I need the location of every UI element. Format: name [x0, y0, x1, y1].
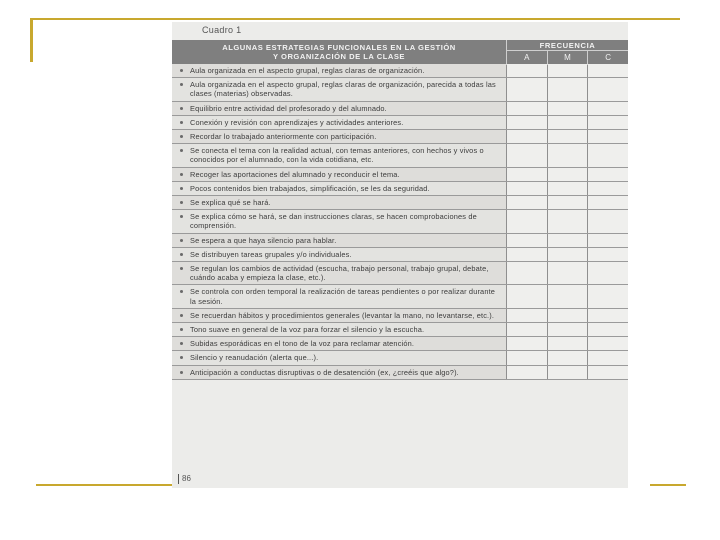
frequency-cell-a [506, 78, 547, 100]
frequency-cell-a [506, 168, 547, 181]
frequency-cell-c [587, 78, 628, 100]
strategy-label: Aula organizada en el aspecto grupal, reglas claras de organización, parecida a todas las clases (materias) observadas. [190, 80, 496, 99]
frequency-cell-m [547, 102, 588, 115]
table-row [172, 196, 628, 210]
frequency-cell-m [547, 64, 588, 77]
bullet-icon [180, 267, 183, 270]
bullet-icon [180, 371, 183, 374]
frequency-cell-a [506, 366, 547, 379]
bullet-icon [180, 69, 183, 72]
frequency-cell-c [587, 309, 628, 322]
slide-bottom-rule-right [650, 484, 686, 486]
page-number: 86 [178, 474, 191, 484]
table-body [172, 64, 628, 380]
table-row [172, 210, 628, 233]
frequency-cell-m [547, 130, 588, 143]
bullet-icon [180, 215, 183, 218]
frequency-cell-c [587, 351, 628, 364]
frequency-cell-a [506, 309, 547, 322]
table-title [172, 40, 506, 64]
bullet-icon [180, 356, 183, 359]
frequency-cell-c [587, 234, 628, 247]
frequency-cell-a [506, 116, 547, 129]
strategy-text [172, 210, 506, 232]
frequency-cell-c [587, 323, 628, 336]
table-row [172, 323, 628, 337]
bullet-icon [180, 187, 183, 190]
frequency-cell-a [506, 210, 547, 232]
strategy-text [172, 196, 506, 209]
frequency-cell-a [506, 130, 547, 143]
table-row [172, 78, 628, 101]
frequency-cell-c [587, 285, 628, 307]
frequency-cell-a [506, 64, 547, 77]
table-row [172, 285, 628, 308]
table-row [172, 116, 628, 130]
frequency-cell-a [506, 351, 547, 364]
frequency-cell-m [547, 234, 588, 247]
column-m-header: M [547, 51, 588, 65]
frequency-cell-m [547, 366, 588, 379]
table-row [172, 309, 628, 323]
frequency-cell-a [506, 196, 547, 209]
strategy-label: Anticipación a conductas disruptivas o de desatención (ex, ¿creéis que algo?). [190, 367, 459, 377]
strategy-text [172, 182, 506, 195]
bullet-icon [180, 173, 183, 176]
strategy-label: Se conecta el tema con la realidad actual, con temas anteriores, con hechos y vivos o conocidos por el alumnado, con la vida cotidiana, etc. [190, 146, 484, 165]
frequency-cell-m [547, 323, 588, 336]
strategy-label: Silencio y reanudación (alerta que...). [190, 353, 319, 363]
strategy-text [172, 248, 506, 261]
frequency-cell-a [506, 182, 547, 195]
frequency-cell-m [547, 248, 588, 261]
frequency-cell-a [506, 262, 547, 284]
strategy-label: Tono suave en general de la voz para forzar el silencio y la escucha. [190, 325, 425, 335]
frequency-cell-c [587, 210, 628, 232]
strategy-text [172, 351, 506, 364]
frequency-cell-c [587, 168, 628, 181]
strategy-label: Equilibrio entre actividad del profesorado y del alumnado. [190, 103, 387, 113]
bullet-icon [180, 290, 183, 293]
strategy-label: Aula organizada en el aspecto grupal, reglas claras de organización. [190, 66, 425, 75]
strategy-text [172, 144, 506, 166]
table-row [172, 144, 628, 167]
strategy-label: Recordar lo trabajado anteriormente con participación. [190, 132, 377, 142]
bullet-icon [180, 342, 183, 345]
table-row [172, 64, 628, 78]
frequency-cell-m [547, 285, 588, 307]
frequency-cell-m [547, 210, 588, 232]
bullet-icon [180, 149, 183, 152]
bullet-icon [180, 239, 183, 242]
table-row [172, 168, 628, 182]
strategy-text [172, 168, 506, 181]
frequency-cell-c [587, 248, 628, 261]
strategies-table [172, 40, 628, 380]
frequency-cell-c [587, 182, 628, 195]
frequency-cell-m [547, 262, 588, 284]
frequency-cell-a [506, 323, 547, 336]
frequency-subheader [506, 50, 628, 65]
frequency-cell-c [587, 196, 628, 209]
frequency-cell-m [547, 196, 588, 209]
frequency-cell-a [506, 285, 547, 307]
table-caption: Cuadro 1 [202, 25, 242, 35]
strategy-text [172, 234, 506, 247]
column-c-header: C [587, 51, 628, 65]
frequency-cell-m [547, 337, 588, 350]
frequency-cell-m [547, 182, 588, 195]
bullet-icon [180, 107, 183, 110]
scanned-table-page [172, 22, 628, 488]
frequency-cell-c [587, 366, 628, 379]
frequency-cell-a [506, 337, 547, 350]
bullet-icon [180, 314, 183, 317]
table-header [172, 40, 628, 64]
table-row [172, 130, 628, 144]
frequency-cell-m [547, 168, 588, 181]
slide-left-rule [30, 18, 33, 62]
strategy-text [172, 262, 506, 284]
strategy-label: Se distribuyen tareas grupales y/o individuales. [190, 249, 352, 259]
table-row [172, 182, 628, 196]
table-title-line1: ALGUNAS ESTRATEGIAS FUNCIONALES EN LA GESTIÓN [222, 43, 456, 52]
strategy-label: Se controla con orden temporal la realización de tareas pendientes o por realizar durante la sesión. [190, 287, 496, 306]
strategy-text [172, 337, 506, 350]
strategy-text [172, 102, 506, 115]
frequency-cell-c [587, 337, 628, 350]
strategy-label: Recoger las aportaciones del alumnado y reconducir el tema. [190, 169, 400, 179]
table-row [172, 262, 628, 285]
frequency-cell-m [547, 78, 588, 100]
frequency-header: FRECUENCIA [506, 40, 628, 50]
frequency-cell-a [506, 102, 547, 115]
strategy-text [172, 130, 506, 143]
slide-top-rule [30, 18, 680, 20]
table-row [172, 234, 628, 248]
frequency-cell-c [587, 262, 628, 284]
frequency-cell-c [587, 116, 628, 129]
frequency-cell-c [587, 64, 628, 77]
bullet-icon [180, 328, 183, 331]
table-row [172, 102, 628, 116]
strategy-label: Subidas esporádicas en el tono de la voz para reclamar atención. [190, 339, 415, 349]
bullet-icon [180, 253, 183, 256]
bullet-icon [180, 201, 183, 204]
table-row [172, 248, 628, 262]
table-row [172, 337, 628, 351]
column-a-header: A [506, 51, 547, 65]
strategy-text [172, 285, 506, 307]
frequency-cell-c [587, 130, 628, 143]
table-row [172, 351, 628, 365]
frequency-cell-a [506, 144, 547, 166]
strategy-label: Se regulan los cambios de actividad (escucha, trabajo personal, trabajo grupal, debate, cuándo acaba y empieza la clase, etc.). [190, 264, 489, 283]
frequency-cell-c [587, 102, 628, 115]
table-row [172, 366, 628, 380]
strategy-text [172, 64, 506, 77]
frequency-cell-c [587, 144, 628, 166]
strategy-label: Pocos contenidos bien trabajados, simplificación, se les da seguridad. [190, 183, 430, 193]
strategy-label: Se explica cómo se hará, se dan instrucciones claras, se hacen comprobaciones de comprensión. [190, 212, 477, 231]
frequency-cell-a [506, 248, 547, 261]
strategy-text [172, 309, 506, 322]
frequency-cell-m [547, 351, 588, 364]
slide-bottom-rule-left [36, 484, 176, 486]
bullet-icon [180, 83, 183, 86]
strategy-text [172, 366, 506, 379]
strategy-label: Se explica qué se hará. [190, 198, 271, 208]
frequency-cell-m [547, 116, 588, 129]
strategy-label: Conexión y revisión con aprendizajes y actividades anteriores. [190, 117, 404, 127]
frequency-cell-a [506, 234, 547, 247]
strategy-label: Se espera a que haya silencio para hablar. [190, 235, 337, 245]
bullet-icon [180, 135, 183, 138]
strategy-text [172, 116, 506, 129]
frequency-cell-m [547, 309, 588, 322]
table-title-line2: Y ORGANIZACIÓN DE LA CLASE [273, 52, 405, 61]
bullet-icon [180, 121, 183, 124]
strategy-text [172, 78, 506, 100]
frequency-cell-m [547, 144, 588, 166]
strategy-text [172, 323, 506, 336]
strategy-label: Se recuerdan hábitos y procedimientos generales (levantar la mano, no levantarse, etc.). [190, 310, 495, 320]
